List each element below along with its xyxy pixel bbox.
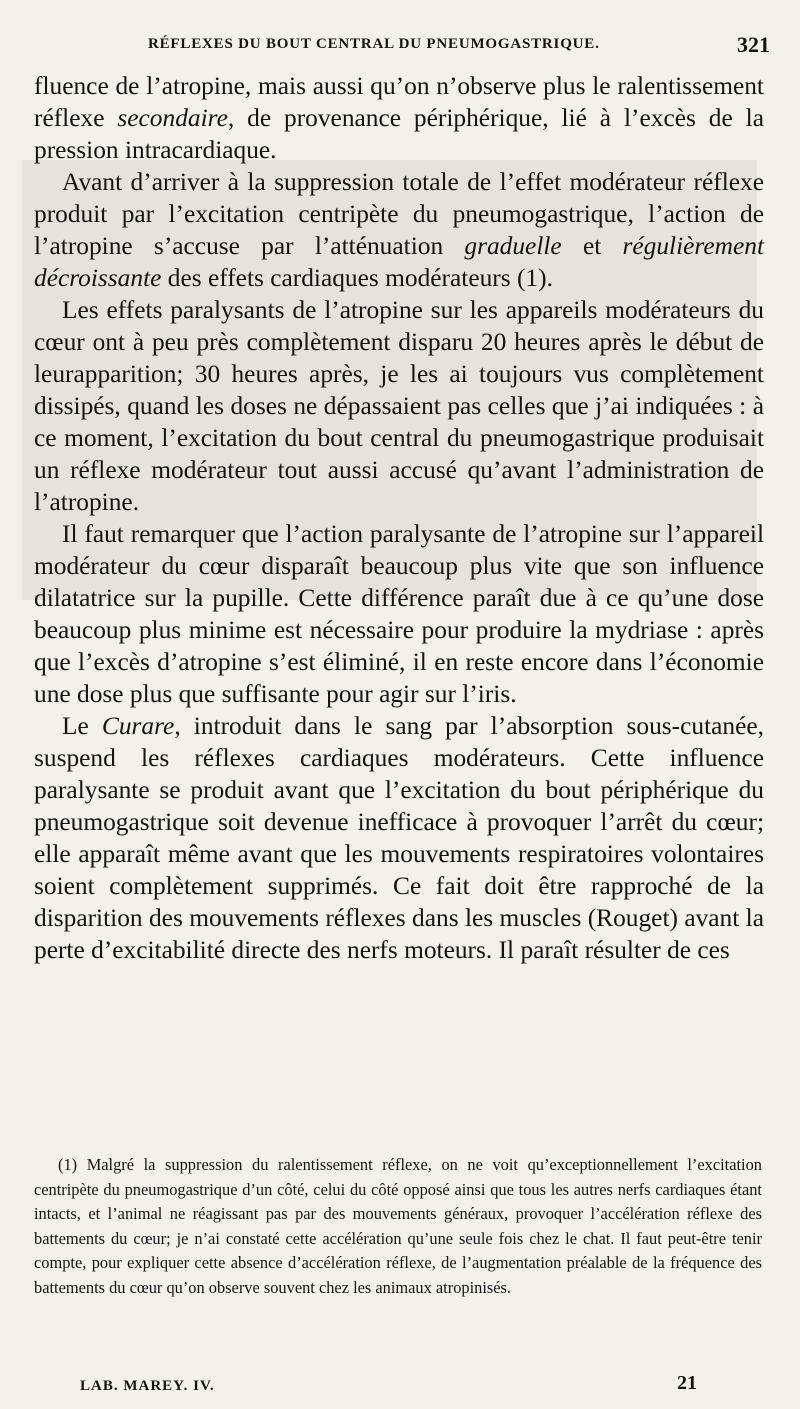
paragraph: fluence de l’atropine, mais aussi qu’on n’observe plus le ralentissement réflexe secondaire, de provenance périphérique, lié à l’excès de la pression intracardiaque.	[34, 72, 764, 164]
emphasis: graduelle	[464, 232, 562, 260]
page-footer	[0, 1372, 800, 1402]
body-text	[34, 70, 764, 966]
paragraph: Il faut remarquer que l’action paralysante de l’atropine sur l’appareil modérateur du cœur disparaît beaucoup plus vite que son influence dilatatrice sur la pupille. Cette différence paraît due à ce qu’une dose beaucoup plus minime est nécessaire pour produire la mydriase : après que l’excès d’atropine s’est éliminé, il en reste encore dans l’économie une dose plus que suffisante pour agir sur l’iris.	[34, 520, 764, 708]
footnote: (1) Malgré la suppression du ralentissement réflexe, on ne voit qu’exceptionnellement l’excitation centripète du pneumogastrique d’un côté, celui du côté opposé ainsi que tous les autres nerfs cardiaques étant intacts, et l’animal ne réagissant pas par des mouvements généraux, provoquer l’accélération réflexe des battements du cœur; je n’ai constaté cette accélération qu’une seule fois chez le chat. Il faut peut-être tenir compte, pour expliquer cette absence d’accélération réflexe, de l’augmentation préalable de la fréquence des battements du cœur qu’on observe souvent chez les animaux atropinisés.	[34, 1155, 762, 1297]
running-head: RÉFLEXES DU BOUT CENTRAL DU PNEUMOGASTRIQUE.	[148, 36, 600, 52]
paragraph: Les effets paralysants de l’atropine sur les appareils modérateurs du cœur ont à peu près complètement disparu 20 heures après le début de leurapparition; 30 heures après, je les ai toujours vus complètement dissipés, quand les doses ne dépassaient pas celles que j’ai indiquées : à ce moment, l’excitation du bout central du pneumogastrique produisait un réflexe modérateur tout aussi accusé qu’avant l’administration de l’atropine.	[34, 296, 764, 516]
emphasis: secondaire	[117, 104, 228, 132]
page-header	[0, 32, 800, 62]
page-number: 321	[737, 32, 770, 57]
emphasis: Curare	[101, 712, 175, 740]
footnotes	[34, 1153, 762, 1301]
paragraph: Le Curare, introduit dans le sang par l’absorption sous-cutanée, suspend les réflexes cardiaques modérateurs. Cette influence paralysante se produit avant que l’excitation du bout périphérique du pneumogastrique soit devenue inefficace à provoquer l’arrêt du cœur; elle apparaît même avant que les mouvements respiratoires volontaires soient complètement supprimés. Ce fait doit être rapproché de la disparition des mouvements réflexes dans les muscles (Rouget) avant la perte d’excitabilité directe des nerfs moteurs. Il paraît résulter de ces	[34, 712, 764, 964]
emphasis: régulièrement décroissante	[34, 232, 764, 292]
printer-signature: LAB. MAREY. IV.	[80, 1378, 215, 1394]
paragraph: Avant d’arriver à la suppression totale de l’effet modérateur réflexe produit par l’excitation centripète du pneumogastrique, l’action de l’atropine s’accuse par l’atténuation graduelle et régulièrement décroissante des effets cardiaques modérateurs (1).	[34, 168, 764, 292]
sheet-number: 21	[677, 1372, 697, 1394]
